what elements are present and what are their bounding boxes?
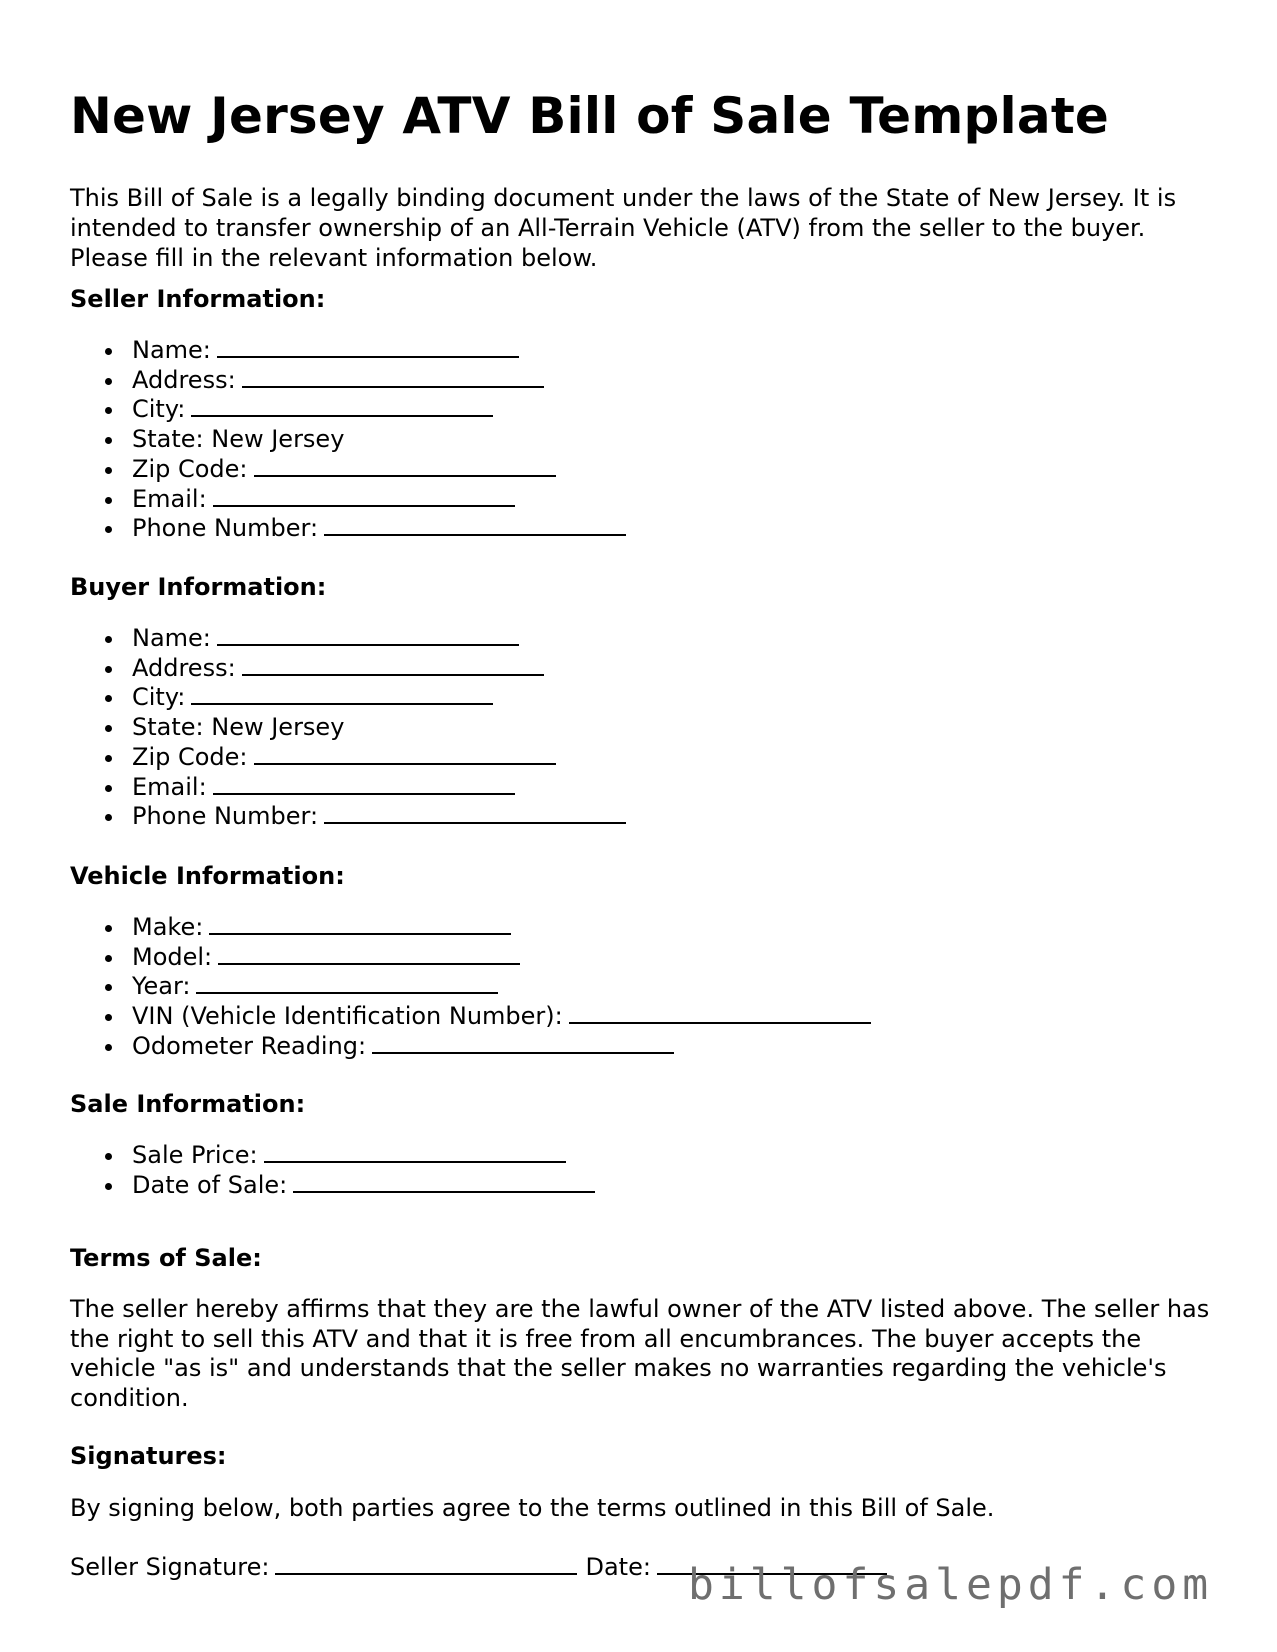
seller-city-label: City: — [132, 395, 186, 424]
terms-paragraph: The seller hereby affirms that they are the lawful owner of the ATV listed above. The seller has the right to sell this ATV and that it is free from all encumbrances. The buyer accepts the vehicle "as is" and understands that the seller makes no warranties regarding the vehicle's condition. — [70, 1295, 1210, 1413]
list-item — [132, 455, 626, 485]
list-item — [132, 1171, 595, 1201]
seller-signature-label: Seller Signature: — [70, 1553, 270, 1581]
list-item — [132, 395, 626, 425]
vehicle-odometer-field[interactable] — [372, 1032, 674, 1054]
seller-name-label: Name: — [132, 336, 211, 364]
vehicle-odometer-label: Odometer Reading: — [132, 1031, 367, 1060]
seller-city-field[interactable] — [191, 395, 493, 417]
seller-phone-label: Phone Number: — [132, 514, 319, 543]
buyer-heading: Buyer Information: — [70, 573, 327, 601]
seller-signature-field[interactable] — [275, 1553, 577, 1575]
list-item — [132, 366, 626, 396]
seller-zip-field[interactable] — [254, 455, 556, 477]
list-item — [132, 624, 626, 654]
sale-fields — [70, 1141, 595, 1200]
seller-zip-label: Zip Code: — [132, 454, 248, 483]
list-item — [132, 654, 626, 684]
seller-phone-field[interactable] — [324, 514, 626, 536]
signature-date-label: Date: — [585, 1553, 651, 1581]
buyer-email-field[interactable] — [213, 773, 515, 795]
vehicle-year-field[interactable] — [196, 972, 498, 994]
buyer-city-field[interactable] — [191, 683, 493, 705]
vehicle-fields — [70, 913, 871, 1062]
buyer-phone-field[interactable] — [324, 802, 626, 824]
list-item — [132, 802, 626, 832]
signatures-paragraph: By signing below, both parties agree to the terms outlined in this Bill of Sale. — [70, 1494, 995, 1522]
seller-fields — [70, 336, 626, 544]
list-item — [132, 425, 626, 455]
seller-address-field[interactable] — [242, 366, 544, 388]
page-title: New Jersey ATV Bill of Sale Template — [70, 87, 1110, 145]
seller-email-field[interactable] — [213, 485, 515, 507]
buyer-zip-label: Zip Code: — [132, 742, 248, 771]
list-item — [132, 972, 871, 1002]
seller-address-label: Address: — [132, 365, 236, 394]
list-item — [132, 913, 871, 943]
buyer-name-label: Name: — [132, 624, 211, 652]
vehicle-vin-label: VIN (Vehicle Identification Number): — [132, 1002, 563, 1031]
seller-state-text: State: New Jersey — [132, 425, 345, 454]
vehicle-heading: Vehicle Information: — [70, 862, 345, 890]
list-item — [132, 683, 626, 713]
vehicle-model-field[interactable] — [218, 943, 520, 965]
list-item — [132, 943, 871, 973]
list-item — [132, 1141, 595, 1171]
sale-date-label: Date of Sale: — [132, 1170, 288, 1199]
signatures-heading: Signatures: — [70, 1442, 227, 1470]
sale-heading: Sale Information: — [70, 1090, 306, 1118]
list-item — [132, 1032, 871, 1062]
vehicle-vin-field[interactable] — [569, 1002, 871, 1024]
seller-name-field[interactable] — [217, 336, 519, 358]
terms-heading: Terms of Sale: — [70, 1244, 262, 1272]
buyer-name-field[interactable] — [217, 624, 519, 646]
list-item — [132, 514, 626, 544]
seller-heading: Seller Information: — [70, 285, 326, 313]
seller-email-label: Email: — [132, 484, 207, 513]
buyer-fields — [70, 624, 626, 832]
watermark-text: billofsalepdf.com — [688, 1560, 1214, 1610]
list-item — [132, 713, 626, 743]
intro-paragraph: This Bill of Sale is a legally binding document under the laws of the State of New Jersey. It is intended to transfer ownership of an All-Terrain Vehicle (ATV) from the seller to the buyer. Please fill in the relevant information below. — [70, 184, 1177, 272]
list-item — [132, 773, 626, 803]
buyer-address-field[interactable] — [242, 654, 544, 676]
list-item — [132, 485, 626, 515]
buyer-city-label: City: — [132, 683, 186, 712]
list-item — [132, 336, 626, 366]
sale-price-label: Sale Price: — [132, 1141, 258, 1169]
vehicle-year-label: Year: — [132, 972, 191, 1001]
buyer-phone-label: Phone Number: — [132, 802, 319, 831]
buyer-zip-field[interactable] — [254, 743, 556, 765]
sale-date-field[interactable] — [293, 1171, 595, 1193]
buyer-address-label: Address: — [132, 653, 236, 682]
vehicle-make-field[interactable] — [209, 913, 511, 935]
buyer-state-text: State: New Jersey — [132, 713, 345, 742]
buyer-email-label: Email: — [132, 772, 207, 801]
list-item — [132, 1002, 871, 1032]
vehicle-model-label: Model: — [132, 942, 213, 971]
sale-price-field[interactable] — [264, 1141, 566, 1163]
list-item — [132, 743, 626, 773]
vehicle-make-label: Make: — [132, 913, 204, 941]
